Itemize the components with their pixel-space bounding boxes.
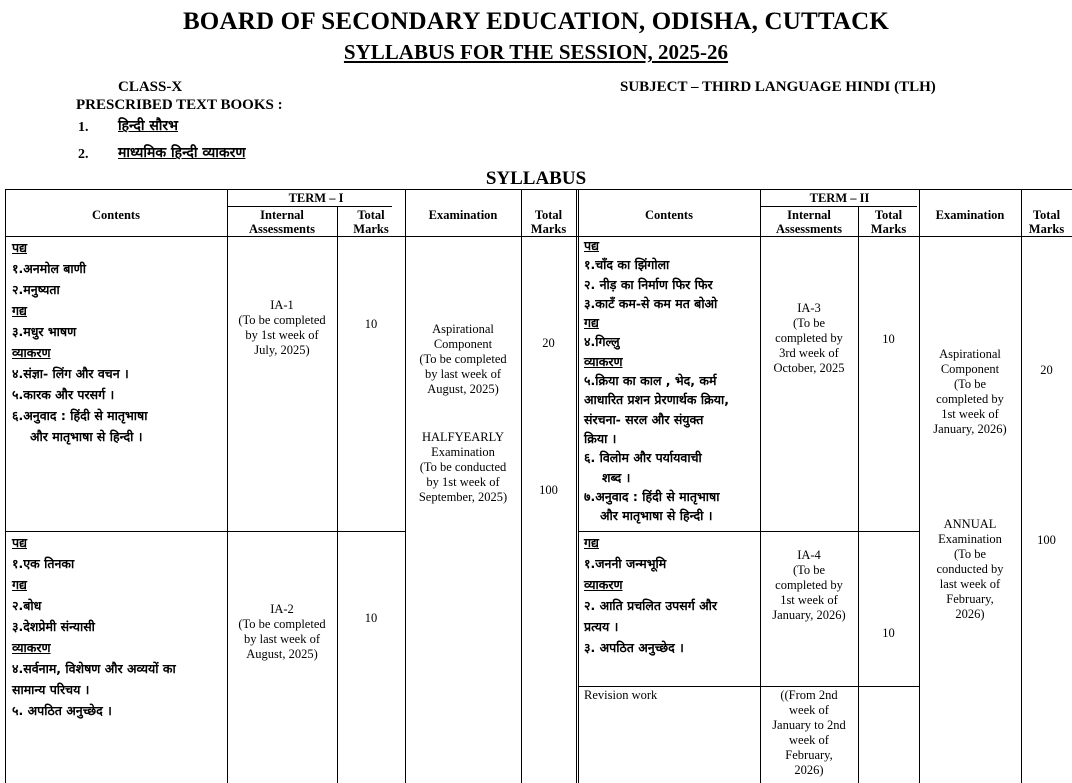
- term1-block2-contents: पद्य १.एक तिनका गद्य २.बोध ३.देशप्रेमी संन्यासी व्याकरण ४.सर्वनाम, विशेषण और अव्ययों का सामान्य परिचय । ५. अपठित अनुच्छेद ।: [12, 535, 176, 718]
- syllabus-heading: SYLLABUS: [485, 168, 587, 189]
- term2-annual-marks: 100: [1037, 533, 1056, 547]
- term1-header: TERM – I: [288, 191, 344, 205]
- term1-block1-contents: पद्य १.अनमोल बाणी २.मनुष्यता गद्य ३.मधुर भाषण व्याकरण ४.संज्ञा- लिंग और वचन । ५.कारक और परसर्ग । ६.अनुवाद : हिंदी से मातृभाषा और मातृभाषा से हिन्दी ।: [12, 240, 148, 444]
- ia4-marks: 10: [882, 626, 895, 640]
- term1-halfyearly-marks: 100: [539, 483, 558, 497]
- book-number: 2.: [78, 147, 89, 162]
- internal-assessments-column-header: Internal Assessments: [776, 208, 842, 236]
- ia3-marks: 10: [882, 332, 895, 346]
- term2-aspirational-component: Aspirational Component (To be completed by 1st week of January, 2026): [933, 347, 1007, 436]
- total-marks-column-header: Total Marks: [1028, 208, 1065, 236]
- book-title: हिन्दी सौरभ: [118, 118, 178, 134]
- total-marks-column-header: Total Marks: [530, 208, 567, 236]
- ia2-cell: IA-2 (To be completed by last week of August, 2025): [238, 602, 326, 661]
- ia1-cell: IA-1 (To be completed by 1st week of July, 2025): [238, 298, 326, 357]
- term2-header: TERM – II: [809, 191, 870, 205]
- total-marks-column-header: Total Marks: [353, 208, 389, 236]
- ia1-marks: 10: [364, 317, 378, 331]
- term2-block1-contents: पद्य १.चाँद का झिंगोला २. नीड़ का निर्माण फिर फिर ३.काटँ कम-से कम मत बोओ गद्य ४.गिल्लु व्याकरण ५.क्रिया का काल , भेद, कर्म आधारित प्रशन प्रेरणार्थक क्रिया, संरचना- सरल और संयुक्त क्रिया । ६. विलोम और पर्यायवाची शब्द । ७.अनुवाद : हिंदी से मातृभाषा और मातृभाषा से हिन्दी ।: [584, 238, 729, 524]
- board-title: BOARD OF SECONDARY EDUCATION, ODISHA, CUTTACK: [182, 8, 890, 35]
- ia3-cell: IA-3 (To be completed by 3rd week of October, 2025: [773, 301, 845, 375]
- revision-work-label: Revision work: [584, 688, 658, 702]
- session-subtitle: SYLLABUS FOR THE SESSION, 2025-26: [343, 40, 729, 64]
- term2-annual-exam: ANNUAL Examination (To be conducted by last week of February, 2026): [936, 517, 1004, 621]
- class-label: CLASS-X: [118, 79, 183, 95]
- ia4-cell: IA-4 (To be completed by 1st week of January, 2026): [772, 548, 846, 622]
- term1-aspirational-marks: 20: [542, 336, 555, 350]
- term2-aspirational-marks: 20: [1040, 363, 1053, 377]
- contents-column-header: Contents: [645, 208, 693, 222]
- examination-column-header: Examination: [428, 208, 498, 222]
- subject-label: SUBJECT – THIRD LANGUAGE HINDI (TLH): [620, 79, 936, 95]
- book-title: माध्यमिक हिन्दी व्याकरण: [118, 145, 246, 161]
- total-marks-column-header: Total Marks: [870, 208, 907, 236]
- examination-column-header: Examination: [935, 208, 1005, 222]
- book-number: 1.: [78, 120, 89, 135]
- term1-aspirational-component: Aspirational Component (To be completed by last week of August, 2025): [419, 322, 507, 396]
- term1-halfyearly-exam: HALFYEARLY Examination (To be conducted by 1st week of September, 2025): [418, 430, 508, 504]
- prescribed-books-label: PRESCRIBED TEXT BOOKS :: [76, 97, 283, 113]
- internal-assessments-column-header: Internal Assessments: [249, 208, 315, 236]
- term2-block2-contents: गद्य १.जननी जन्मभूमि व्याकरण २. आति प्रचलित उपसर्ग और प्रत्यय । ३. अपठित अनुच्छेद ।: [584, 535, 718, 655]
- revision-work-period: ((From 2nd week of January to 2nd week of February, 2026): [772, 688, 846, 777]
- contents-column-header: Contents: [92, 208, 140, 222]
- ia2-marks: 10: [364, 611, 378, 625]
